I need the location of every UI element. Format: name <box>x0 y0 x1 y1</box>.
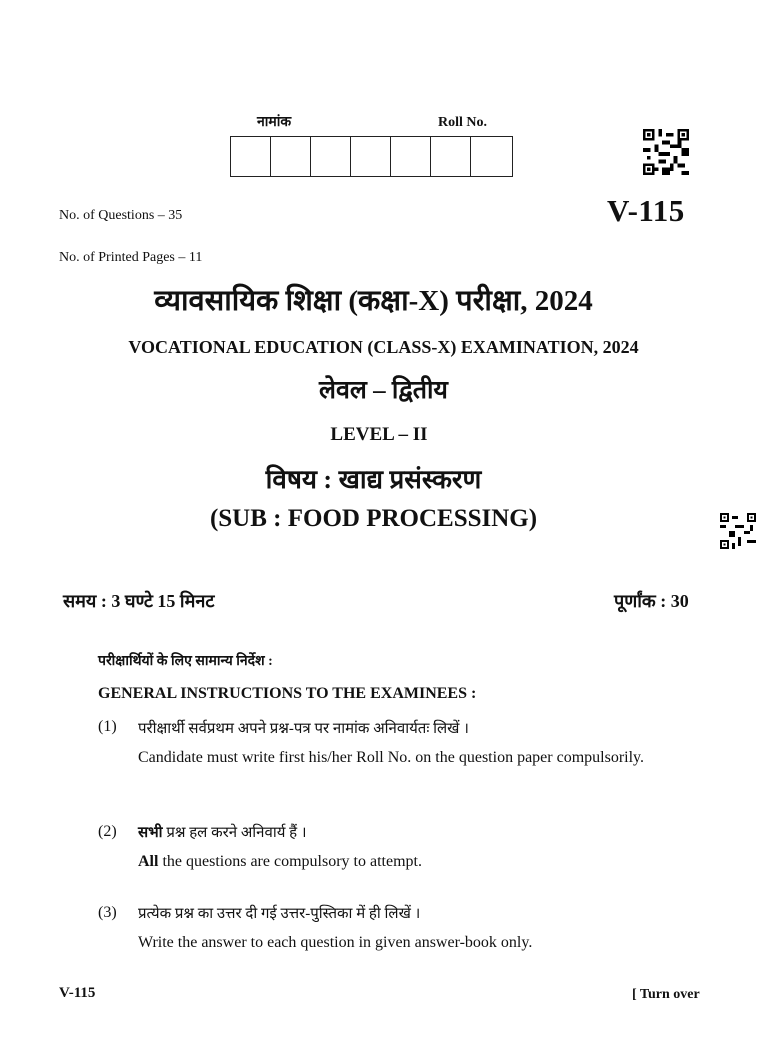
instruction-hindi <box>138 822 307 842</box>
roll-digit-box <box>311 137 351 176</box>
level-hindi: लेवल – द्वितीय <box>319 377 448 404</box>
roll-digit-box <box>351 137 391 176</box>
paper-code: V-115 <box>607 193 685 228</box>
qr-code-icon <box>642 129 690 175</box>
roll-digit-box <box>431 137 471 176</box>
footer-paper-code: V-115 <box>59 985 96 1001</box>
instruction-emphasis: सभी <box>138 825 163 841</box>
roll-digit-box <box>271 137 311 176</box>
instruction-number: (2) <box>98 823 117 840</box>
instruction-text: the questions are compulsory to attempt. <box>158 853 422 870</box>
instruction-english: Write the answer to each question in given answer-book only. <box>138 934 533 951</box>
roll-digit-box <box>391 137 431 176</box>
exam-title-hindi: व्यावसायिक शिक्षा (कक्षा-X) परीक्षा, 2024 <box>154 285 593 317</box>
instruction-english: Candidate must write first his/her Roll No. on the question paper compulsorily. <box>138 749 644 766</box>
level-english: LEVEL – II <box>330 424 428 445</box>
exam-title-english: VOCATIONAL EDUCATION (CLASS-X) EXAMINATION, 2024 <box>128 337 639 357</box>
instruction-number: (3) <box>98 904 117 921</box>
instruction-number: (1) <box>98 718 117 735</box>
subject-english: (SUB : FOOD PROCESSING) <box>209 505 538 532</box>
exam-duration: समय : 3 घण्टे 15 मिनट <box>63 591 215 611</box>
subject-hindi: विषय : खाद्य प्रसंस्करण <box>265 465 482 494</box>
instruction-hindi: परीक्षार्थी सर्वप्रथम अपने प्रश्न-पत्र पर नामांक अनिवार्यतः लिखें । <box>138 721 469 737</box>
instruction-english <box>138 853 422 871</box>
instructions-heading-english: GENERAL INSTRUCTIONS TO THE EXAMINEES : <box>98 685 477 702</box>
maximum-marks: पूर्णांक : 30 <box>614 591 689 611</box>
number-of-questions: No. of Questions – 35 <box>59 208 183 223</box>
instruction-hindi: प्रत्येक प्रश्न का उत्तर दी गई उत्तर-पुस्तिका में ही लिखें । <box>138 906 421 922</box>
roll-number-boxes <box>230 136 513 177</box>
number-of-printed-pages: No. of Printed Pages – 11 <box>59 250 203 265</box>
turn-over-note: [ Turn over <box>632 987 700 1002</box>
instruction-text: प्रश्न हल करने अनिवार्य हैं । <box>162 825 307 841</box>
instruction-emphasis: All <box>138 853 159 870</box>
roll-digit-box <box>231 137 271 176</box>
instructions-heading-hindi: परीक्षार्थियों के लिए सामान्य निर्देश : <box>98 654 273 669</box>
roll-label-hindi: नामांक <box>257 115 292 130</box>
roll-label-english: Roll No. <box>438 115 487 130</box>
roll-digit-box <box>471 137 512 176</box>
